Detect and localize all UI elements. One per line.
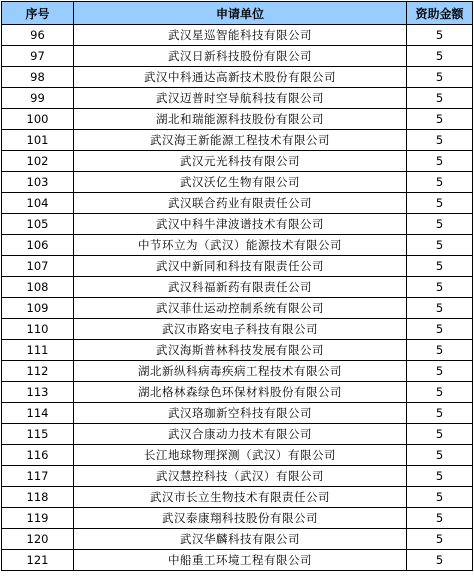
table-row bbox=[2, 445, 473, 466]
cell-serial-number: 111 bbox=[2, 340, 74, 361]
cell-serial-number: 108 bbox=[2, 277, 74, 298]
cell-applicant-unit: 武汉联合药业有限责任公司 bbox=[74, 193, 407, 214]
cell-serial-number: 117 bbox=[2, 466, 74, 487]
cell-funding-amount: 5 bbox=[407, 319, 473, 340]
cell-funding-amount: 5 bbox=[407, 487, 473, 508]
cell-applicant-unit: 湖北和瑞能源科技股份有限公司 bbox=[74, 109, 407, 130]
cell-applicant-unit: 武汉慧控科技（武汉）有限公司 bbox=[74, 466, 407, 487]
cell-serial-number: 100 bbox=[2, 109, 74, 130]
table-row bbox=[2, 529, 473, 550]
cell-applicant-unit: 武汉海王新能源工程技术有限公司 bbox=[74, 130, 407, 151]
table-row bbox=[2, 109, 473, 130]
cell-serial-number: 98 bbox=[2, 67, 74, 88]
cell-funding-amount: 5 bbox=[407, 298, 473, 319]
table-row bbox=[2, 88, 473, 109]
cell-funding-amount: 5 bbox=[407, 466, 473, 487]
cell-funding-amount: 5 bbox=[407, 256, 473, 277]
cell-serial-number: 97 bbox=[2, 46, 74, 67]
cell-applicant-unit: 武汉华麟科技有限公司 bbox=[74, 529, 407, 550]
table-row bbox=[2, 235, 473, 256]
cell-applicant-unit: 中节环立为（武汉）能源技术有限公司 bbox=[74, 235, 407, 256]
cell-serial-number: 96 bbox=[2, 25, 74, 46]
table-row bbox=[2, 151, 473, 172]
cell-serial-number: 106 bbox=[2, 235, 74, 256]
cell-serial-number: 101 bbox=[2, 130, 74, 151]
cell-funding-amount: 5 bbox=[407, 403, 473, 424]
cell-serial-number: 102 bbox=[2, 151, 74, 172]
table-row bbox=[2, 340, 473, 361]
cell-funding-amount: 5 bbox=[407, 424, 473, 445]
cell-serial-number: 119 bbox=[2, 508, 74, 529]
cell-applicant-unit: 武汉元光科技有限公司 bbox=[74, 151, 407, 172]
cell-serial-number: 114 bbox=[2, 403, 74, 424]
cell-serial-number: 105 bbox=[2, 214, 74, 235]
table-row bbox=[2, 193, 473, 214]
cell-applicant-unit: 武汉迈普时空导航科技有限公司 bbox=[74, 88, 407, 109]
table-row bbox=[2, 277, 473, 298]
cell-applicant-unit: 武汉菲仕运动控制系统有限公司 bbox=[74, 298, 407, 319]
table-row bbox=[2, 46, 473, 67]
table-row bbox=[2, 466, 473, 487]
table-row bbox=[2, 487, 473, 508]
cell-serial-number: 109 bbox=[2, 298, 74, 319]
cell-funding-amount: 5 bbox=[407, 214, 473, 235]
header-serial-number: 序号 bbox=[2, 2, 74, 25]
cell-funding-amount: 5 bbox=[407, 361, 473, 382]
table-body bbox=[2, 25, 473, 571]
cell-applicant-unit: 武汉中科牛津波谱技术有限公司 bbox=[74, 214, 407, 235]
cell-funding-amount: 5 bbox=[407, 193, 473, 214]
cell-serial-number: 112 bbox=[2, 361, 74, 382]
cell-serial-number: 104 bbox=[2, 193, 74, 214]
table-row bbox=[2, 382, 473, 403]
table-row bbox=[2, 508, 473, 529]
cell-serial-number: 118 bbox=[2, 487, 74, 508]
cell-applicant-unit: 湖北格林森绿色环保材料股份有限公司 bbox=[74, 382, 407, 403]
cell-applicant-unit: 长江地球物理探测（武汉）有限公司 bbox=[74, 445, 407, 466]
table-row bbox=[2, 67, 473, 88]
cell-funding-amount: 5 bbox=[407, 277, 473, 298]
cell-funding-amount: 5 bbox=[407, 151, 473, 172]
cell-applicant-unit: 武汉中新同和科技有限责任公司 bbox=[74, 256, 407, 277]
header-applicant-unit: 申请单位 bbox=[74, 2, 407, 25]
cell-serial-number: 121 bbox=[2, 550, 74, 571]
table-header bbox=[2, 2, 473, 25]
cell-funding-amount: 5 bbox=[407, 25, 473, 46]
cell-applicant-unit: 湖北新纵科病毒疾病工程技术有限公司 bbox=[74, 361, 407, 382]
cell-applicant-unit: 武汉沃亿生物有限公司 bbox=[74, 172, 407, 193]
cell-applicant-unit: 武汉日新科技股份有限公司 bbox=[74, 46, 407, 67]
cell-funding-amount: 5 bbox=[407, 340, 473, 361]
cell-funding-amount: 5 bbox=[407, 67, 473, 88]
table-row bbox=[2, 424, 473, 445]
cell-funding-amount: 5 bbox=[407, 130, 473, 151]
cell-applicant-unit: 武汉星巡智能科技有限公司 bbox=[74, 25, 407, 46]
cell-serial-number: 115 bbox=[2, 424, 74, 445]
cell-serial-number: 120 bbox=[2, 529, 74, 550]
table-row bbox=[2, 256, 473, 277]
table-row bbox=[2, 25, 473, 46]
cell-funding-amount: 5 bbox=[407, 109, 473, 130]
funding-table bbox=[1, 1, 473, 571]
cell-applicant-unit: 武汉合康动力技术有限公司 bbox=[74, 424, 407, 445]
cell-applicant-unit: 武汉珞珈新空科技有限公司 bbox=[74, 403, 407, 424]
cell-serial-number: 103 bbox=[2, 172, 74, 193]
cell-applicant-unit: 中船重工环境工程有限公司 bbox=[74, 550, 407, 571]
funding-table-container bbox=[1, 1, 472, 571]
table-row bbox=[2, 298, 473, 319]
cell-funding-amount: 5 bbox=[407, 88, 473, 109]
cell-serial-number: 113 bbox=[2, 382, 74, 403]
cell-funding-amount: 5 bbox=[407, 46, 473, 67]
table-row bbox=[2, 403, 473, 424]
cell-funding-amount: 5 bbox=[407, 508, 473, 529]
cell-serial-number: 110 bbox=[2, 319, 74, 340]
cell-funding-amount: 5 bbox=[407, 529, 473, 550]
cell-funding-amount: 5 bbox=[407, 235, 473, 256]
header-funding-amount: 资助金额 bbox=[407, 2, 473, 25]
table-row bbox=[2, 319, 473, 340]
cell-applicant-unit: 武汉海斯普林科技发展有限公司 bbox=[74, 340, 407, 361]
cell-funding-amount: 5 bbox=[407, 445, 473, 466]
cell-funding-amount: 5 bbox=[407, 172, 473, 193]
cell-funding-amount: 5 bbox=[407, 382, 473, 403]
table-row bbox=[2, 214, 473, 235]
cell-serial-number: 116 bbox=[2, 445, 74, 466]
header-row bbox=[2, 2, 473, 25]
cell-applicant-unit: 武汉中科通达高新技术股份有限公司 bbox=[74, 67, 407, 88]
table-row bbox=[2, 172, 473, 193]
table-row bbox=[2, 361, 473, 382]
cell-applicant-unit: 武汉科福新药有限责任公司 bbox=[74, 277, 407, 298]
cell-applicant-unit: 武汉市路安电子科技有限公司 bbox=[74, 319, 407, 340]
table-row bbox=[2, 550, 473, 571]
cell-applicant-unit: 武汉泰康翔科技股份有限公司 bbox=[74, 508, 407, 529]
table-row bbox=[2, 130, 473, 151]
cell-funding-amount: 5 bbox=[407, 550, 473, 571]
cell-applicant-unit: 武汉市长立生物技术有限责任公司 bbox=[74, 487, 407, 508]
cell-serial-number: 107 bbox=[2, 256, 74, 277]
cell-serial-number: 99 bbox=[2, 88, 74, 109]
